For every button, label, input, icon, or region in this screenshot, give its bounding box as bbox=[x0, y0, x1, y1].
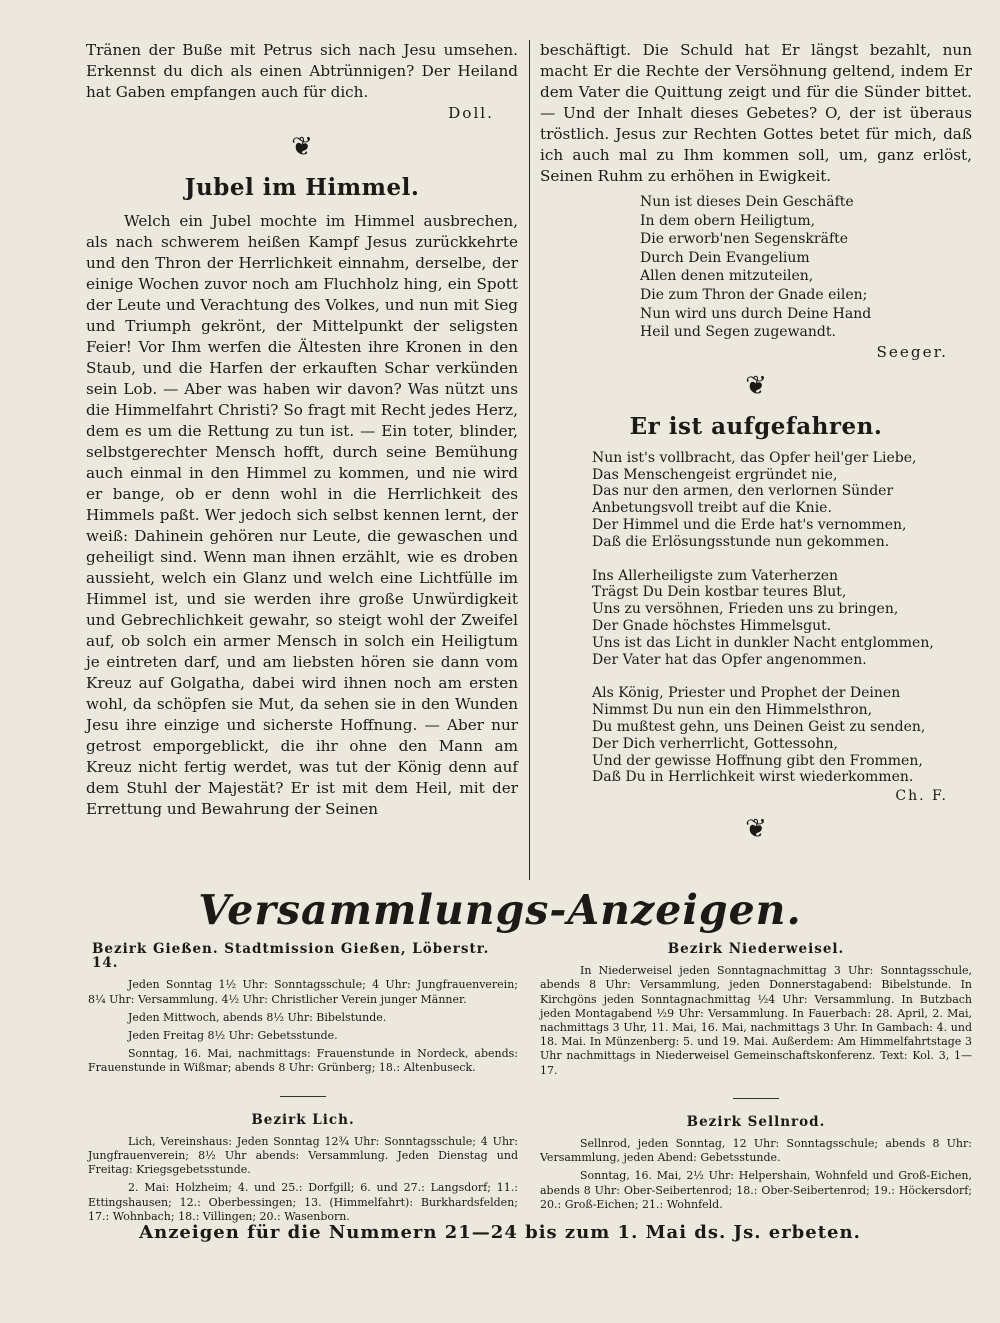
poem-line: Der Dich verherrlicht, Gottessohn, bbox=[592, 735, 839, 752]
poem-line: Daß Du in Herrlichkeit wirst wiederkommen. bbox=[592, 769, 914, 786]
announcement-paragraph: Jeden Sonntag 1½ Uhr: Sonntagsschule; 4 Uhr: Jungfrauenverein; 8¼ Uhr: Versammlung. 4½ Uhr: Christlicher Verein junger Männer. bbox=[88, 978, 518, 1006]
poem-line: Und der gewisse Hoffnung gibt den Frommen, bbox=[592, 752, 923, 769]
announcement-paragraph: 2. Mai: Holzheim; 4. und 25.: Dorfgill; 6. und 27.: Langsdorf; 11.: Ettingshausen; 12.: Oberbessingen; 13. (Himmelfahrt): Burkhardsfelden; 17.: Wohnbach; 18.: Villingen; 20.: Wasenborn. bbox=[88, 1181, 518, 1223]
poem-line: Das nur den armen, den verlornen Sünder bbox=[592, 483, 894, 500]
poem-seeger bbox=[640, 193, 972, 342]
poem-line: Anbetungsvoll treibt auf die Knie. bbox=[592, 500, 832, 517]
poem-line: Der Vater hat das Opfer angenommen. bbox=[592, 651, 867, 668]
article-title-jubel: Jubel im Himmel. bbox=[184, 174, 420, 201]
poem-aufgefahren bbox=[592, 450, 972, 786]
poem-line: Der Gnade höchstes Himmelsgut. bbox=[592, 617, 832, 634]
district-heading-sellnrod: Bezirk Sellnrod. bbox=[686, 1113, 826, 1130]
section-divider bbox=[280, 1096, 326, 1097]
poem-stanza bbox=[592, 450, 972, 551]
poem-line: Nun ist's vollbracht, das Opfer heil'ger Liebe, bbox=[592, 449, 917, 466]
poem-line: Uns ist das Licht in dunkler Nacht entglommen, bbox=[592, 634, 934, 651]
poem-signature-seeger: Seeger. bbox=[876, 342, 948, 361]
poem-line: Durch Dein Evangelium bbox=[640, 249, 810, 266]
poem-line: Du mußtest gehn, uns Deinen Geist zu senden, bbox=[592, 718, 926, 735]
poem-line: Der Himmel und die Erde hat's vernommen, bbox=[592, 516, 907, 533]
ornament-icon: ❦ bbox=[745, 814, 767, 845]
poem-line: Heil und Segen zugewandt. bbox=[640, 324, 836, 341]
intro-signature: Doll. bbox=[448, 104, 494, 122]
ornament-icon: ❦ bbox=[745, 370, 767, 401]
poem-line: Nun ist dieses Dein Geschäfte bbox=[640, 194, 854, 210]
column-divider bbox=[529, 40, 530, 880]
poem-line: Die erworb'nen Segenskräfte bbox=[640, 231, 849, 248]
poem-line: Als König, Priester und Prophet der Deinen bbox=[592, 685, 901, 702]
announcement-paragraph: In Niederweisel jeden Sonntagnachmittag 3 Uhr: Sonntagsschule, abends 8 Uhr: Versammlung, jeden Donnerstagabend: Bibelstunde. In Kirchgöns jeden Sonntagnachmittag ½4 Uhr: Versammlung. In Butzbach jeden Montagabend ½9 Uhr: Versammlung. In Fauerbach: 28. April, 2. Mai, nachmittags 3 Uhr, 11. Mai, 16. Mai, nachmittags 3 Uhr. In Gambach: 4. und 18. Mai. In Münzenberg: 5. und 19. Mai. Außerdem: Am Himmelfahrtstage 3 Uhr nachmittags in Niederweisel Gemeinschaftskonferenz. Text: Kol. 3, 1—17. bbox=[540, 964, 972, 1077]
announcement-paragraph: Lich, Vereinshaus: Jeden Sonntag 12¾ Uhr: Sonntagsschule; 4 Uhr: Jungfrauenverein; 8½ Uhr abends: Versammlung. Jeden Dienstag und Freitag: Kriegsgebetsstunde. bbox=[88, 1134, 518, 1177]
announcements-right bbox=[540, 942, 972, 1216]
poem-line: Das Menschengeist ergründet nie, bbox=[592, 466, 838, 483]
district-heading-giessen: Bezirk Gießen. Stadtmission Gießen, Löberstr. 14. bbox=[92, 941, 490, 972]
right-column bbox=[540, 40, 972, 850]
continuation-paragraph: beschäftigt. Die Schuld hat Er längst bezahlt, nun macht Er die Rechte der Versöhnung geltend, indem Er dem Vater die Quittung zeigt und für die Sünder bittet. — Und der Inhalt dieses Gebetes? O, der ist überaus tröstlich. Jesus zur Rechten Gottes betet für mich, daß ich auch mal zu Ihm kommen soll, um, ganz erlöst, Seinen Ruhm zu erhöhen in Ewigkeit. bbox=[540, 41, 972, 185]
announcement-paragraph: Sellnrod, jeden Sonntag, 12 Uhr: Sonntagsschule; abends 8 Uhr: Versammlung, jeden Abend: Gebetsstunde. bbox=[540, 1137, 972, 1165]
poem-stanza bbox=[592, 685, 972, 786]
poem-line: Allen denen mitzuteilen, bbox=[640, 268, 814, 285]
poem-line: Trägst Du Dein kostbar teures Blut, bbox=[592, 584, 847, 601]
district-heading-niederweisel: Bezirk Niederweisel. bbox=[667, 941, 845, 957]
article-title-aufgefahren: Er ist aufgefahren. bbox=[629, 412, 883, 440]
poem-line: Ins Allerheiligste zum Vaterherzen bbox=[592, 567, 839, 584]
announcements-title: Versammlungs-Anzeigen. bbox=[198, 886, 802, 934]
ornament-icon: ❦ bbox=[291, 132, 313, 162]
intro-paragraph: Tränen der Buße mit Petrus sich nach Jesu umsehen. Erkennst du dich als einen Abtrünnigen? Der Heiland hat Gaben empfangen auch für dich. bbox=[86, 41, 518, 101]
poem-signature-chf: Ch. F. bbox=[895, 788, 948, 805]
announcements-left bbox=[88, 942, 518, 1228]
poem-line: Uns zu versöhnen, Frieden uns zu bringen, bbox=[592, 601, 899, 618]
poem-line: Nimmst Du nun ein den Himmelsthron, bbox=[592, 702, 873, 719]
poem-line: Nun wird uns durch Deine Hand bbox=[640, 305, 872, 322]
poem-line: Die zum Thron der Gnade eilen; bbox=[640, 286, 868, 303]
poem-line: Daß die Erlösungsstunde nun gekommen. bbox=[592, 533, 890, 550]
poem-line: In dem obern Heiligtum, bbox=[640, 212, 816, 229]
announcement-paragraph: Sonntag, 16. Mai, 2½ Uhr: Helpershain, Wohnfeld und Groß-Eichen, abends 8 Uhr: Ober-Seibertenrod; 18.: Ober-Seibertenrod; 19.: Höckersdorf; 20.: Groß-Eichen; 21.: Wohnfeld. bbox=[540, 1169, 972, 1211]
announcement-paragraph: Jeden Mittwoch, abends 8½ Uhr: Bibelstunde. bbox=[128, 1010, 387, 1024]
poem-stanza bbox=[592, 568, 972, 669]
announcement-paragraph: Sonntag, 16. Mai, nachmittags: Frauenstunde in Nordeck, abends: Frauenstunde in Wißmar; abends 8 Uhr: Grünberg; 18.: Altenbuseck. bbox=[88, 1047, 518, 1075]
announcement-paragraph: Jeden Freitag 8½ Uhr: Gebetsstunde. bbox=[128, 1029, 338, 1043]
left-column bbox=[86, 40, 518, 820]
announcements-footer: Anzeigen für die Nummern 21—24 bis zum 1. Mai ds. Js. erbeten. bbox=[139, 1222, 861, 1243]
article-body-jubel: Welch ein Jubel mochte im Himmel ausbrechen, als nach schwerem heißen Kampf Jesus zurückkehrte und den Thron der Herrlichkeit einnahm, derselbe, der einige Wochen zuvor noch am Fluchholz hing, ein Spott der Leute und Verachtung des Volkes, und nun mit Sieg und Triumph gekrönt, der Mittelpunkt der seligsten Feier! Vor Ihm werfen die Ältesten ihre Kronen in den Staub, und die Harfen der erkauften Schar verkünden sein Lob. — Aber was haben wir davon? Was nützt uns die Himmelfahrt Christi? So fragt mit Recht jedes Herz, dem es um die Rettung zu tun ist. — Ein toter, blinder, selbstgerechter Mensch hofft, durch seine Bemühung auch einmal in den Himmel zu kommen, und nie wird er bange, ob er denn wohl in die Herrlichkeit des Himmels paßt. Wer jedoch sich selbst kennen lernt, der weiß: Dahinein gehören nur Leute, die gewaschen und geheiligt sind. Wenn man ihnen erzählt, wie es droben aussieht, welch ein Glanz und welch eine Lichtfülle im Himmel ist, und sie werden ihre große Unwürdigkeit und Gebrechlichkeit gewahr, so steigt wohl der Zweifel auf, ob solch ein armer Mensch in solch ein Heiligtum je eintreten darf, und am liebsten hören sie dann vom Kreuz auf Golgatha, dabei wird ihnen noch am ersten wohl, da schöpfen sie Mut, da sehen sie in den Wunden Jesu ihre einzige und sicherste Hoffnung. — Aber nur getrost emporgeblickt, die ihr ohne den Mann am Kreuz nicht fertig werdet, was tut der König denn auf dem Stuhl der Majestät? Er ist mit dem Heil, mit der Errettung und Bewahrung der Seinen bbox=[86, 212, 518, 818]
section-divider bbox=[733, 1098, 779, 1099]
district-heading-lich: Bezirk Lich. bbox=[251, 1111, 355, 1128]
